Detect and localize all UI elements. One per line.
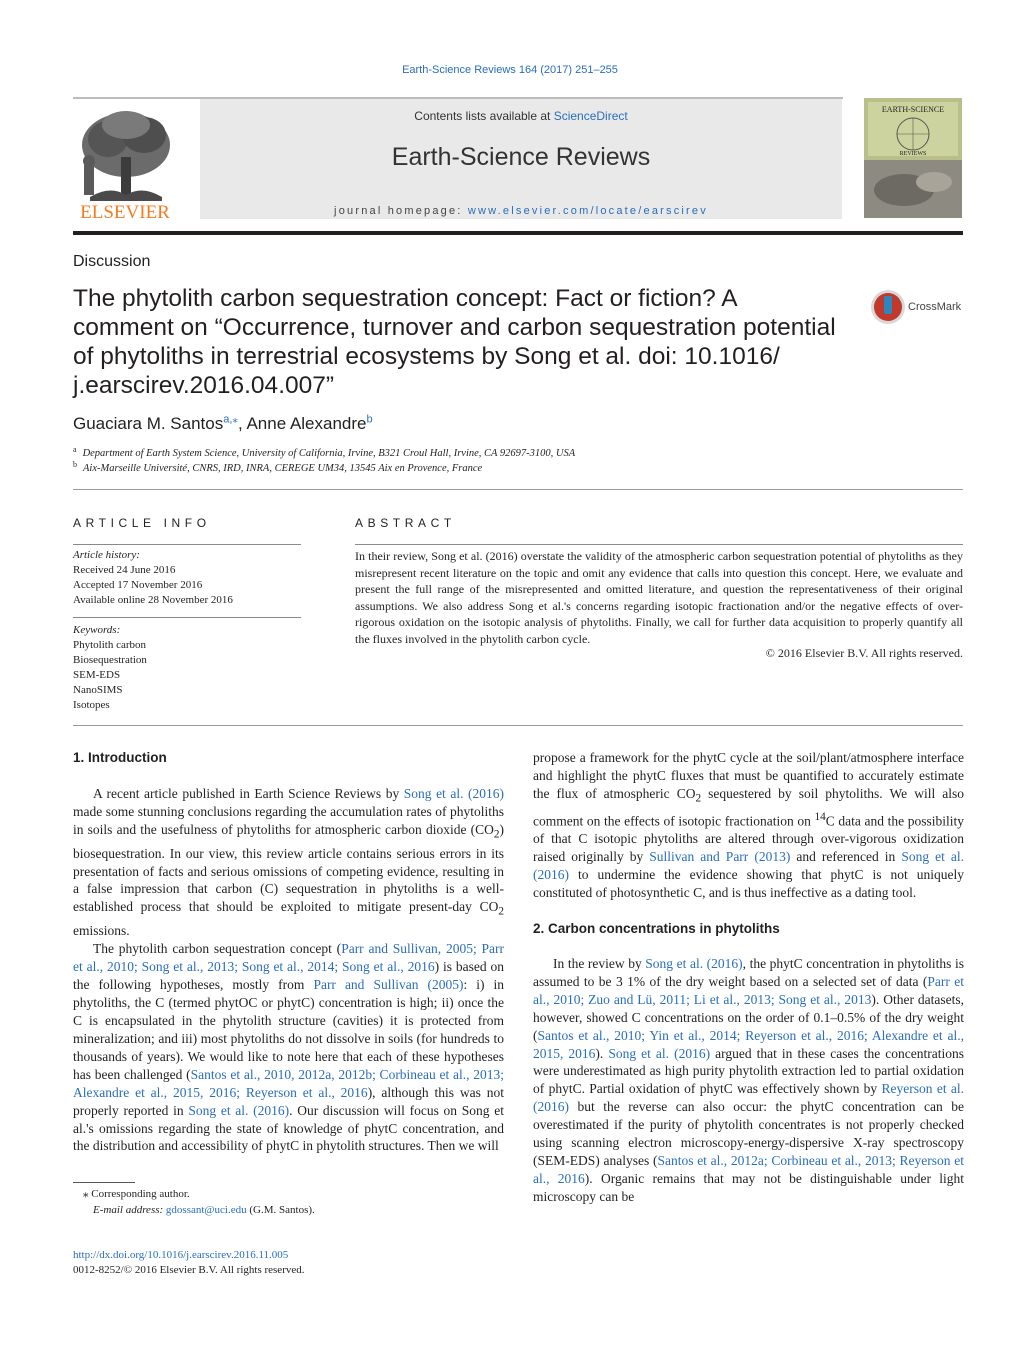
keyword: Phytolith carbon <box>73 639 147 651</box>
divider <box>73 489 963 490</box>
citation-link[interactable]: Song et al. (2016) <box>608 1045 711 1061</box>
email-link[interactable]: gdossant@uci.edu <box>165 1203 247 1216</box>
citation-link[interactable]: Santos et al., 2010, 2012a, 2012b; Corbineau et al., 2013; Alexandre et al., 2015, 2016; Reyerson et al., 2016 <box>73 1066 504 1100</box>
abstract-heading: ABSTRACT <box>355 516 456 530</box>
doi-link[interactable] <box>73 1249 288 1261</box>
citation-link[interactable]: Santos et al., 2012a; Corbineau et al., 2013; Reyerson et al., 2016 <box>533 1153 964 1187</box>
citation-link[interactable]: Reyerson et al. (2016) <box>533 1081 964 1115</box>
footnote <box>73 1187 503 1218</box>
contents-line <box>200 109 842 123</box>
author-alexandre[interactable]: Anne Alexandre <box>246 414 367 433</box>
author-separator: , <box>237 414 247 433</box>
author-santos[interactable]: Guaciara M. Santos <box>73 414 224 433</box>
article-info-heading: ARTICLE INFO <box>73 516 211 530</box>
history-online: Available online 28 November 2016 <box>73 594 233 606</box>
paper-title: The phytolith carbon sequestration concept: Fact or fiction? A comment on “Occurrence, turnover and carbon sequestration potential of phytoliths in terrestrial ecosystems by Song et al. doi: 10.1016/ j.earscirev.2016.04.007” <box>73 285 836 399</box>
section-heading-carbon: 2. Carbon concentrations in phytoliths <box>533 920 780 936</box>
citation-link[interactable]: Parr and Sullivan, 2005; Parr et al., 2010; Song et al., 2013; Song et al., 2014; Song et al., 2016 <box>73 941 504 974</box>
abstract-copyright: © 2016 Elsevier B.V. All rights reserved. <box>765 646 963 660</box>
body-column-right <box>533 749 964 1206</box>
affiliation-b <box>73 459 483 474</box>
divider <box>73 725 963 726</box>
citation-link[interactable]: Song et al. (2016) <box>403 786 504 801</box>
journal-homepage <box>200 205 842 217</box>
sciencedirect-link[interactable]: ScienceDirect <box>553 109 628 123</box>
paragraph: In the review by Song et al. (2016), the phytC concentration in phytoliths is assumed to be 3 1% of the dry weight based on a selected set of data (Parr et al., 2010; Zuo and Lü, 2011; Li et al., 2013; Song et al., 2013). Other datasets, however, showed C concentrations on the order of 0.1–0.5% of the dry weight (Santos et al., 2010; Yin et al., 2014; Reyerson et al., 2016; Alexandre et al., 2015, 2016). Song et al. (2016) argued that in these cases the concentrations were underestimated as high purity phytolith extraction led to partial oxidation of phytC. Partial oxidation of phytC was effectively shown by Reyerson et al. (2016) but the reverse can also occur: the phytC concentration can be overestimated if the purity of phytolith concentrates is not properly checked using scanning electron microscopy-energy-dispersive X-ray spectroscopy (SEM-EDS) analyses (Santos et al., 2012a; Corbineau et al., 2013; Reyerson et al., 2016). Organic remains that may not be distinguishable under light microscopy can be <box>533 955 965 1205</box>
citation-link[interactable]: Sullivan and Parr (2013) <box>649 848 791 864</box>
issn-copyright: 0012-8252/© 2016 Elsevier B.V. All rights reserved. <box>73 1264 305 1276</box>
author-santos-affil[interactable]: a,⁎ <box>223 413 238 426</box>
citation-link[interactable]: Song et al. (2016) <box>533 848 964 882</box>
history-list <box>73 563 233 608</box>
keyword: Biosequestration <box>73 654 147 666</box>
contents-prefix: Contents lists available at <box>414 109 554 123</box>
citation-link[interactable]: Song et al. (2016) <box>645 955 743 971</box>
keywords-list <box>73 638 147 713</box>
keywords-label: Keywords: <box>73 624 121 636</box>
cover-title-2: REVIEWS <box>899 151 927 157</box>
paragraph-continued: propose a framework for the phytC cycle at the soil/plant/atmosphere interface and highlight the phytC fluxes that must be quantified to accurately estimate the flux of atmospheric $CO_2$ sequestered by soil phytoliths. We will also comment on the effects of isotopic fractionation on $^{14}$C data and the possibility of that C isotopic phytoliths are altered through over-vigorous oxidization raised originally by Sullivan and Parr (2013) and referenced in Song et al. (2016) to undermine the evidence showing that phytC is not uniquely constituted of photosynthetic C, and is thus ineffective as a dating tool. <box>533 750 965 900</box>
citation-link[interactable]: Parr and Sullivan (2005) <box>313 976 464 992</box>
elsevier-logo[interactable] <box>70 105 180 221</box>
paragraph: The phytolith carbon sequestration concept (Parr and Sullivan, 2005; Parr et al., 2010; Song et al., 2013; Song et al., 2014; Song et al., 2016) is based on the following hypotheses, mostly from Parr and Sullivan (2005): i) in phytoliths, the C (termed phytOC or phytC) concentration is high; ii) once the C is encapsulated in the phytolith structure (cavities) it is protected from mineralization; and iii) most phytoliths do not dissolve in soils (for hundreds to thousands of years). We would like to note here that each of these hypotheses has been challenged (Santos et al., 2010, 2012a, 2012b; Corbineau et al., 2013; Alexandre et al., 2015, 2016; Reyerson et al., 2016), although this was not properly reported in Song et al. (2016). Our discussion will focus on Song et al.'s omissions regarding the state of knowledge of phytC concentration, and the distribution and accessibility of phytC in phytolith structures. Then we will <box>73 941 504 1154</box>
keyword: NanoSIMS <box>73 684 123 696</box>
author-list <box>73 414 373 434</box>
journal-cover-thumbnail[interactable] <box>864 98 962 218</box>
citation-link[interactable]: Parr et al., 2010; Zuo and Lü, 2011; Li et al., 2013; Song et al., 2013 <box>533 973 964 1007</box>
affiliation-a <box>73 444 576 459</box>
keyword: Isotopes <box>73 699 110 711</box>
divider <box>355 544 963 545</box>
email-label: E-mail address: <box>93 1203 166 1216</box>
history-label: Article history: <box>73 549 140 561</box>
journal-reference[interactable]: Earth-Science Reviews 164 (2017) 251–255 <box>402 64 618 76</box>
doi-url[interactable]: http://dx.doi.org/10.1016/j.earscirev.2016.11.005 <box>73 1249 289 1261</box>
history-received: Received 24 June 2016 <box>73 564 176 576</box>
article-section-type: Discussion <box>73 253 151 270</box>
keyword: SEM-EDS <box>73 669 121 681</box>
affiliation-a-mark: a <box>73 444 77 454</box>
body-column-left <box>73 785 504 1155</box>
homepage-link[interactable]: www.elsevier.com/locate/earscirev <box>467 205 708 217</box>
corresponding-author-label: Corresponding author. <box>91 1188 190 1200</box>
header-rule <box>73 231 963 235</box>
journal-title[interactable]: Earth-Science Reviews <box>391 143 651 171</box>
homepage-prefix: journal homepage: <box>334 205 468 217</box>
abstract-text: In their review, Song et al. (2016) overstate the validity of the atmospheric carbon sequestration potential of phytoliths as they misrepresent recent literature on the topic and omit any evidence that calls into question this concept. Here, we evaluate and present the full range of the misrepresented and omitted literature, and question the representativeness of their original assumptions. We also address Song et al.'s concerns regarding isotopic fractionation and/or the negative effects of over-rigorous oxidation on the isotopic analysis of phytoliths. Finally, we call for further data acquisition to properly quantify all the fluxes involved in the phytolith carbon cycle. <box>355 549 963 646</box>
section-heading-introduction: 1. Introduction <box>73 750 167 765</box>
footnote-mark: ⁎ <box>83 1188 89 1200</box>
footnote-rule <box>73 1182 135 1183</box>
elsevier-tree-icon <box>82 111 170 201</box>
crossmark-label[interactable]: CrossMark <box>908 301 962 313</box>
email-suffix: (G.M. Santos). <box>246 1203 315 1216</box>
affiliation-a-text: Department of Earth System Science, University of California, Irvine, B321 Croul Hall, Irvine, CA 92697-3100, USA <box>82 448 576 459</box>
affiliation-b-text: Aix-Marseille Université, CNRS, IRD, INRA, CEREGE UM34, 13545 Aix en Provence, France <box>83 463 483 474</box>
author-alexandre-affil[interactable]: b <box>366 413 373 426</box>
divider <box>73 617 301 618</box>
paragraph: A recent article published in Earth Science Reviews by Song et al. (2016) made some stunning conclusions regarding the accumulation rates of phytoliths in soils and the usefulness of phytoliths for atmospheric carbon dioxide $(CO_2)$ biosequestration. In our view, this review article contains serious errors in its presentation of facts and serious omissions of competing evidence, resulting in a false impression that carbon (C) sequestration in phytoliths is a well-established process that should be exploited to mitigate present-day $CO_2$ emissions. <box>73 786 504 939</box>
elsevier-wordmark: ELSEVIER <box>80 202 170 221</box>
citation-link[interactable]: Song et al. (2016) <box>188 1102 290 1118</box>
divider <box>73 544 301 545</box>
citation-link[interactable]: Santos et al., 2010; Yin et al., 2014; Reyerson et al., 2016; Alexandre et al., 2015, 2016 <box>533 1027 964 1061</box>
history-accepted: Accepted 17 November 2016 <box>73 579 203 591</box>
affiliation-b-mark: b <box>73 459 77 469</box>
cover-title-1: EARTH-SCIENCE <box>881 105 945 114</box>
